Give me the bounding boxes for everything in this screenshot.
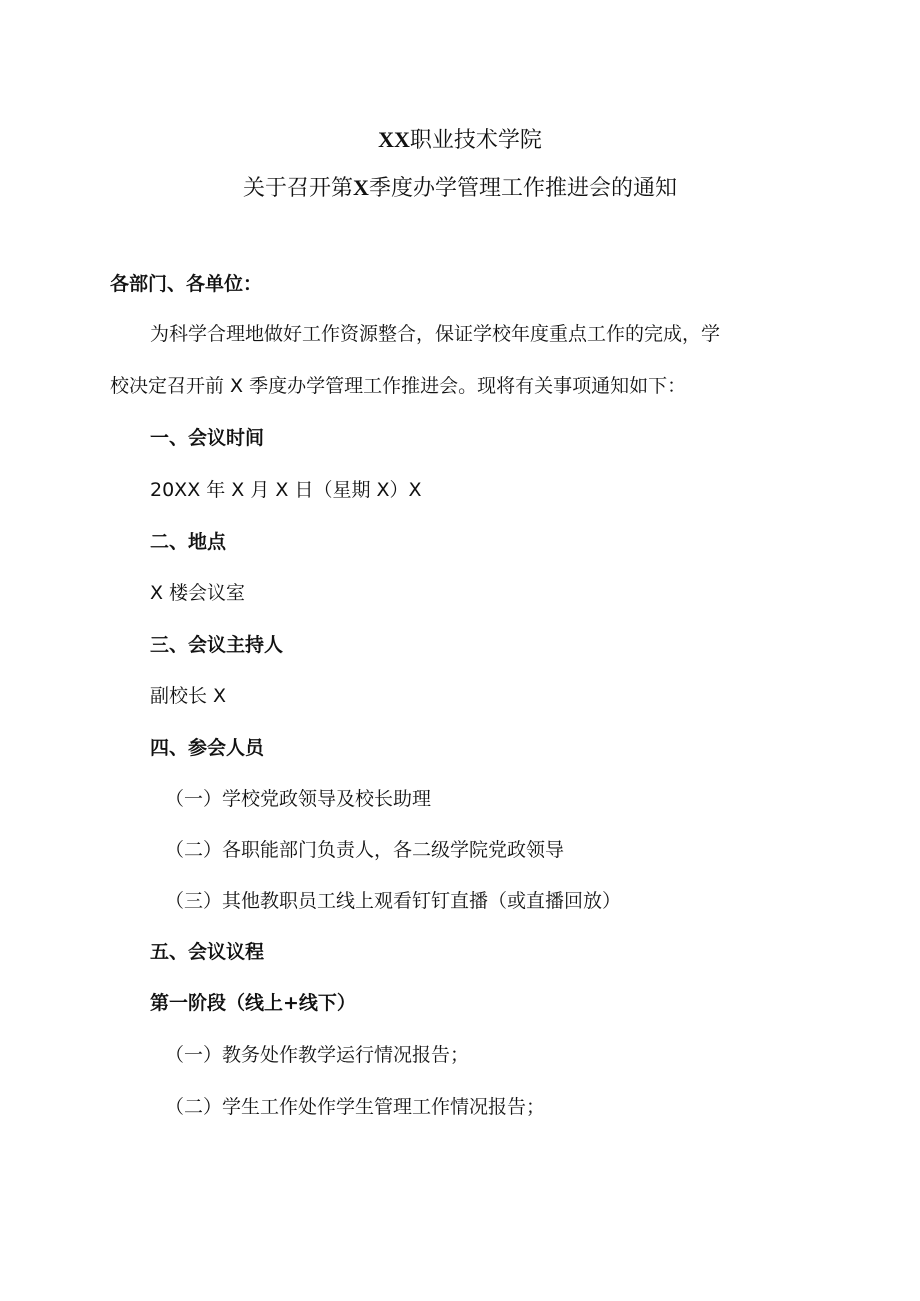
title-notice-after: 季度办学管理工作推进会的通知 xyxy=(368,176,677,201)
meeting-time-value: 20XX 年 X 月 X 日（星期 X）X xyxy=(150,479,422,501)
intro-line-1: 为科学合理地做好工作资源整合，保证学校年度重点工作的完成，学 xyxy=(150,323,721,345)
document-title-institution xyxy=(0,126,920,155)
title-notice-quarter: X xyxy=(353,175,369,200)
section-heading-host: 三、会议主持人 xyxy=(150,634,284,656)
intro-paragraph xyxy=(110,321,800,425)
section-heading-attendees: 四、参会人员 xyxy=(150,737,265,759)
section-heading-place: 二、地点 xyxy=(150,531,227,553)
title-institution-prefix: XX xyxy=(378,127,410,152)
title-notice-before: 关于召开第 xyxy=(243,176,354,201)
agenda-item: （二）学生工作处作学生管理工作情况报告； xyxy=(165,1096,546,1118)
document-title-notice xyxy=(0,174,920,203)
intro-line-2: 校决定召开前 X 季度办学管理工作推进会。现将有关事项通知如下： xyxy=(110,375,687,397)
agenda-item: （一）教务处作教学运行情况报告； xyxy=(165,1044,470,1066)
meeting-place-value: X 楼会议室 xyxy=(150,582,246,604)
attendee-item: （三）其他教职员工线上观看钉钉直播（或直播回放） xyxy=(165,890,622,912)
attendee-item: （一）学校党政领导及校长助理 xyxy=(165,788,432,810)
section-heading-agenda: 五、会议议程 xyxy=(150,941,265,963)
salutation: 各部门、各单位： xyxy=(110,273,263,295)
section-heading-time: 一、会议时间 xyxy=(150,427,265,449)
meeting-host-value: 副校长 X xyxy=(150,685,227,707)
agenda-stage-1-heading: 第一阶段（线上+线下） xyxy=(150,992,356,1014)
attendee-item: （二）各职能部门负责人，各二级学院党政领导 xyxy=(165,839,565,861)
title-institution-name: 职业技术学院 xyxy=(409,128,542,153)
